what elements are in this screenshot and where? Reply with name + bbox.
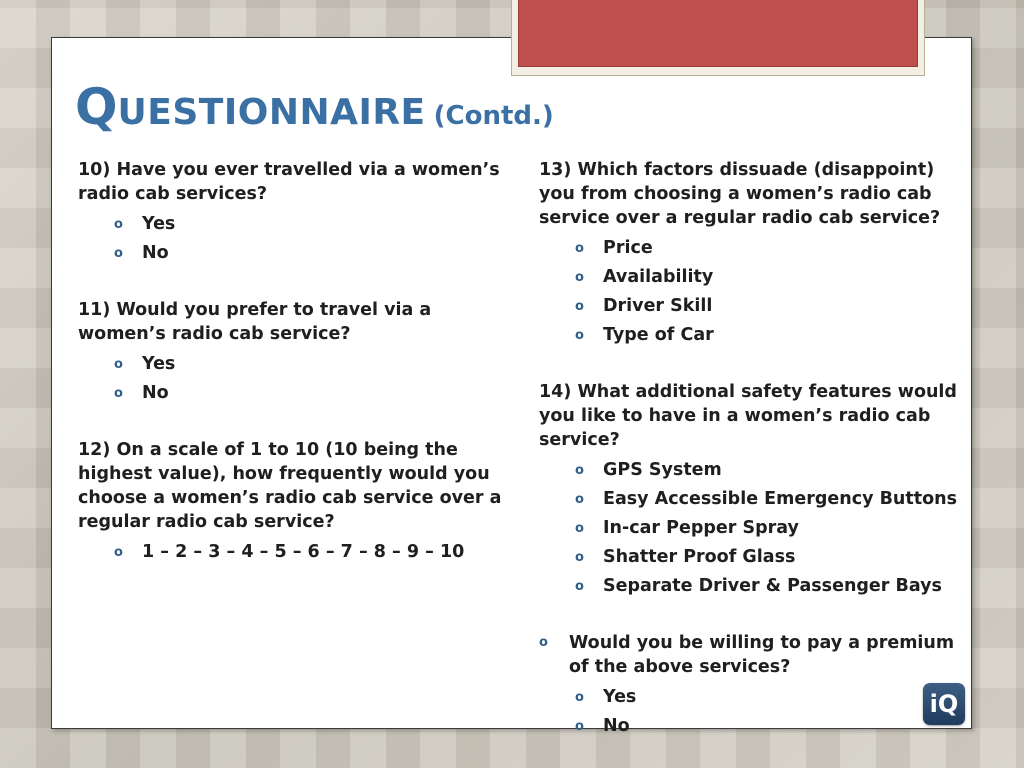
option-item: [78, 239, 518, 268]
option-label: No: [142, 383, 169, 403]
option-label: Shatter Proof Glass: [603, 547, 796, 567]
header-accent: [518, 0, 918, 67]
question-10: 10) Have you ever travelled via a women’s radio cab services?: [78, 160, 500, 204]
option-item: [539, 485, 959, 514]
bullet-icon: o: [114, 386, 123, 401]
bullet-icon: o: [575, 492, 584, 507]
bullet-icon: o: [114, 217, 123, 232]
bullet-icon: o: [575, 550, 584, 565]
option-label: Yes: [142, 214, 176, 234]
right-column: [539, 158, 959, 741]
bullet-icon: o: [575, 463, 584, 478]
bullet-icon: o: [114, 357, 123, 372]
option-label: Availability: [603, 267, 714, 287]
bullet-icon: o: [575, 328, 584, 343]
option-item: [539, 543, 959, 572]
bullet-icon: o: [575, 299, 584, 314]
question-10-options: [78, 210, 518, 268]
option-label: No: [603, 716, 630, 736]
question-14-options: [539, 456, 959, 601]
premium-question-text: Would you be willing to pay a premium of the above services?: [569, 633, 955, 677]
title-initial: Q: [75, 78, 118, 136]
bullet-icon: o: [575, 270, 584, 285]
option-item: [539, 514, 959, 543]
premium-options: [539, 683, 959, 741]
title-rest: UESTIONNAIRE: [117, 92, 426, 133]
option-label: Separate Driver & Passenger Bays: [603, 576, 942, 596]
premium-question: [539, 631, 959, 679]
option-label: 1 – 2 – 3 – 4 – 5 – 6 – 7 – 8 – 9 – 10: [142, 542, 465, 562]
bullet-icon: o: [575, 579, 584, 594]
question-12: 12) On a scale of 1 to 10 (10 being the highest value), how frequently would you choose a women’s radio cab service over a regular radio cab service?: [78, 440, 502, 532]
option-item: [78, 210, 518, 239]
header-tab: [511, 0, 925, 76]
bullet-icon: o: [575, 521, 584, 536]
option-item: [539, 683, 959, 712]
bullet-icon: o: [114, 545, 123, 560]
bullet-icon: o: [575, 241, 584, 256]
iq-logo-icon: iQ: [923, 683, 965, 725]
option-item: [539, 712, 959, 741]
option-item: [539, 456, 959, 485]
option-label: GPS System: [603, 460, 722, 480]
option-item: [78, 379, 518, 408]
option-label: No: [142, 243, 169, 263]
question-13: 13) Which factors dissuade (disappoint) you from choosing a women’s radio cab service over a regular radio cab service?: [539, 160, 941, 228]
option-label: Easy Accessible Emergency Buttons: [603, 489, 957, 509]
question-14: 14) What additional safety features would you like to have in a women’s radio cab service?: [539, 382, 957, 450]
option-label: Yes: [142, 354, 176, 374]
option-label: Driver Skill: [603, 296, 713, 316]
left-column: [78, 158, 518, 567]
option-item: [78, 538, 518, 567]
question-13-options: [539, 234, 959, 350]
title-sub: (Contd.): [433, 101, 554, 131]
bullet-icon: o: [539, 635, 548, 650]
option-label: Yes: [603, 687, 637, 707]
bullet-icon: o: [575, 719, 584, 734]
option-label: In-car Pepper Spray: [603, 518, 799, 538]
option-item: [539, 234, 959, 263]
question-11: 11) Would you prefer to travel via a women’s radio cab service?: [78, 300, 432, 344]
option-item: [539, 292, 959, 321]
question-12-options: [78, 538, 518, 567]
option-label: Price: [603, 238, 653, 258]
bullet-icon: o: [575, 690, 584, 705]
bullet-icon: o: [114, 246, 123, 261]
option-item: [539, 263, 959, 292]
option-label: Type of Car: [603, 325, 714, 345]
page-title: [75, 78, 554, 136]
question-11-options: [78, 350, 518, 408]
option-item: [539, 321, 959, 350]
option-item: [78, 350, 518, 379]
option-item: [539, 572, 959, 601]
